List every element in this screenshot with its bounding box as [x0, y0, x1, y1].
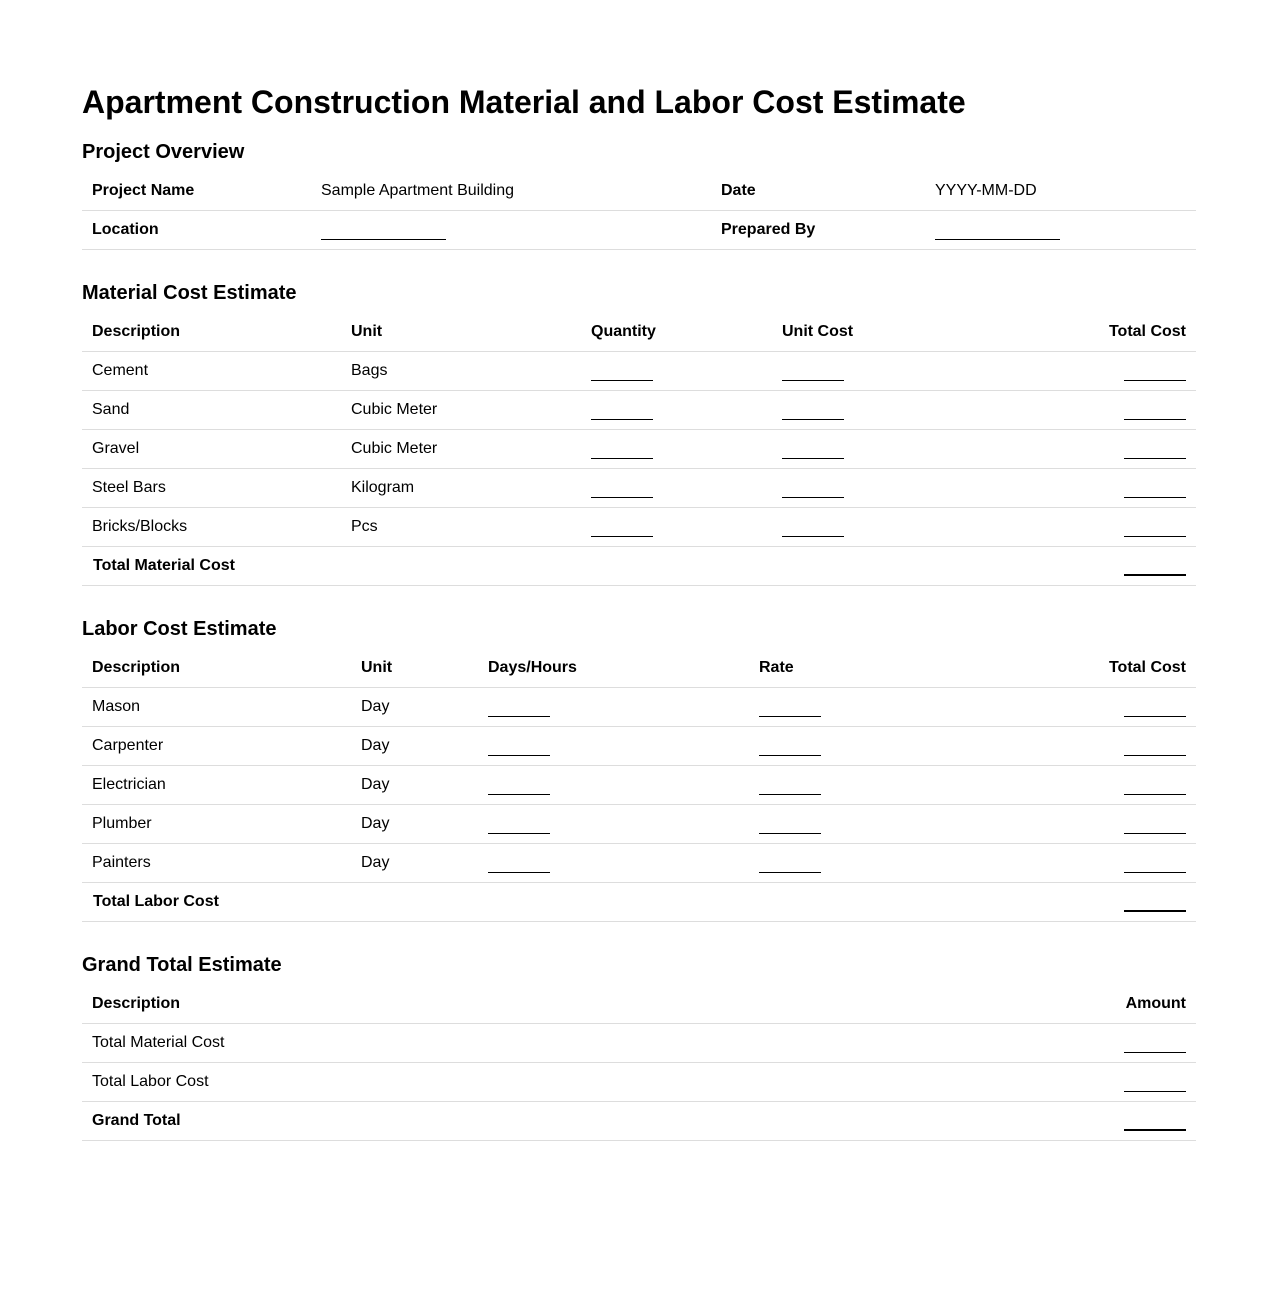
table-row — [82, 352, 1196, 391]
column-header-unit-cost: Unit Cost — [772, 313, 1012, 352]
total-cost-blank[interactable] — [1124, 362, 1186, 381]
row-description: Cement — [82, 352, 341, 391]
row-unit: Day — [351, 727, 478, 766]
quantity-field[interactable] — [581, 508, 772, 547]
row-description: Total Labor Cost — [82, 1063, 1012, 1102]
unit-cost-blank[interactable] — [782, 362, 844, 381]
prepared-by-field[interactable] — [925, 211, 1196, 250]
column-header-unit: Unit — [341, 313, 581, 352]
date-value: YYYY-MM-DD — [925, 172, 1196, 211]
project-name-value: Sample Apartment Building — [311, 172, 711, 211]
rate-blank[interactable] — [759, 698, 821, 717]
column-header-total-cost: Total Cost — [1012, 313, 1196, 352]
rate-field[interactable] — [749, 805, 1012, 844]
rate-field[interactable] — [749, 766, 1012, 805]
table-row — [82, 430, 1196, 469]
table-row — [82, 766, 1196, 805]
grand-total-section — [82, 952, 1196, 1141]
row-unit: Cubic Meter — [341, 391, 581, 430]
row-description: Mason — [82, 688, 351, 727]
total-cost-field[interactable] — [1012, 430, 1196, 469]
quantity-blank[interactable] — [591, 440, 653, 459]
unit-cost-field[interactable] — [772, 430, 1012, 469]
row-unit: Bags — [341, 352, 581, 391]
table-row — [82, 727, 1196, 766]
table-row — [82, 688, 1196, 727]
row-description: Gravel — [82, 430, 341, 469]
column-header-quantity: Quantity — [581, 313, 772, 352]
row-unit: Day — [351, 844, 478, 883]
material-cost-section — [82, 280, 1196, 586]
table-row — [82, 508, 1196, 547]
rate-blank[interactable] — [759, 737, 821, 756]
table-row — [82, 805, 1196, 844]
row-description: Painters — [82, 844, 351, 883]
table-header-row — [82, 649, 1196, 688]
table-row — [82, 211, 1196, 250]
row-unit: Day — [351, 766, 478, 805]
quantity-field[interactable] — [581, 391, 772, 430]
total-cost-blank[interactable] — [1124, 854, 1186, 873]
rate-blank[interactable] — [759, 776, 821, 795]
material-cost-table — [82, 313, 1196, 586]
unit-cost-field[interactable] — [772, 508, 1012, 547]
days-hours-blank[interactable] — [488, 737, 550, 756]
days-hours-blank[interactable] — [488, 815, 550, 834]
row-unit: Pcs — [341, 508, 581, 547]
column-header-total-cost: Total Cost — [1012, 649, 1196, 688]
row-description: Total Material Cost — [82, 1024, 1012, 1063]
grand-total-blank[interactable] — [1124, 1111, 1186, 1131]
total-cost-blank[interactable] — [1124, 698, 1186, 717]
total-row — [82, 883, 1196, 922]
unit-cost-field[interactable] — [772, 352, 1012, 391]
total-cost-field[interactable] — [1012, 805, 1196, 844]
total-cost-blank[interactable] — [1124, 776, 1186, 795]
total-cost-blank[interactable] — [1124, 440, 1186, 459]
prepared-by-label: Prepared By — [711, 211, 925, 250]
table-row — [82, 391, 1196, 430]
unit-cost-blank[interactable] — [782, 401, 844, 420]
rate-field[interactable] — [749, 844, 1012, 883]
page-title: Apartment Construction Material and Labor Cost Estimate — [82, 84, 966, 120]
total-cost-field[interactable] — [1012, 688, 1196, 727]
table-row — [82, 1063, 1196, 1102]
total-material-cost-label: Total Material Cost — [82, 547, 1012, 586]
section-heading-labor: Labor Cost Estimate — [82, 618, 277, 640]
unit-cost-field[interactable] — [772, 469, 1012, 508]
total-row — [82, 1102, 1196, 1141]
column-header-description: Description — [82, 313, 341, 352]
quantity-blank[interactable] — [591, 518, 653, 537]
total-cost-field[interactable] — [1012, 727, 1196, 766]
column-header-amount: Amount — [1012, 985, 1196, 1024]
total-cost-blank[interactable] — [1124, 518, 1186, 537]
row-unit: Day — [351, 688, 478, 727]
quantity-blank[interactable] — [591, 401, 653, 420]
total-labor-cost-label: Total Labor Cost — [82, 883, 1012, 922]
column-header-rate: Rate — [749, 649, 1012, 688]
grand-total-label: Grand Total — [82, 1102, 1012, 1141]
unit-cost-blank[interactable] — [782, 518, 844, 537]
row-description: Bricks/Blocks — [82, 508, 341, 547]
table-header-row — [82, 313, 1196, 352]
location-label: Location — [82, 211, 311, 250]
table-row — [82, 844, 1196, 883]
total-material-cost-blank[interactable] — [1124, 556, 1186, 576]
project-overview-section — [82, 139, 1196, 250]
total-cost-field[interactable] — [1012, 469, 1196, 508]
days-hours-field[interactable] — [478, 805, 749, 844]
row-description: Carpenter — [82, 727, 351, 766]
days-hours-blank[interactable] — [488, 698, 550, 717]
days-hours-blank[interactable] — [488, 776, 550, 795]
prepared-by-blank[interactable] — [935, 221, 1060, 240]
total-row — [82, 547, 1196, 586]
document — [82, 80, 1196, 1141]
total-cost-blank[interactable] — [1124, 479, 1186, 498]
quantity-field[interactable] — [581, 352, 772, 391]
rate-field[interactable] — [749, 727, 1012, 766]
days-hours-field[interactable] — [478, 844, 749, 883]
total-cost-field[interactable] — [1012, 508, 1196, 547]
amount-field[interactable] — [1012, 1024, 1196, 1063]
column-header-description: Description — [82, 649, 351, 688]
row-description: Sand — [82, 391, 341, 430]
grand-total-table — [82, 985, 1196, 1141]
total-cost-field[interactable] — [1012, 352, 1196, 391]
section-heading-grand-total: Grand Total Estimate — [82, 954, 282, 976]
amount-blank[interactable] — [1124, 1034, 1186, 1053]
total-cost-field[interactable] — [1012, 391, 1196, 430]
rate-blank[interactable] — [759, 854, 821, 873]
amount-blank[interactable] — [1124, 1073, 1186, 1092]
project-name-label: Project Name — [82, 172, 311, 211]
total-cost-blank[interactable] — [1124, 401, 1186, 420]
column-header-unit: Unit — [351, 649, 478, 688]
grand-total-field[interactable] — [1012, 1102, 1196, 1141]
unit-cost-blank[interactable] — [782, 440, 844, 459]
days-hours-field[interactable] — [478, 688, 749, 727]
total-labor-cost-field[interactable] — [1012, 883, 1196, 922]
table-header-row — [82, 985, 1196, 1024]
total-cost-field[interactable] — [1012, 766, 1196, 805]
table-row — [82, 469, 1196, 508]
unit-cost-blank[interactable] — [782, 479, 844, 498]
row-description: Steel Bars — [82, 469, 341, 508]
total-cost-field[interactable] — [1012, 844, 1196, 883]
row-description: Electrician — [82, 766, 351, 805]
quantity-blank[interactable] — [591, 479, 653, 498]
quantity-field[interactable] — [581, 430, 772, 469]
row-unit: Kilogram — [341, 469, 581, 508]
amount-field[interactable] — [1012, 1063, 1196, 1102]
total-cost-blank[interactable] — [1124, 815, 1186, 834]
column-header-description: Description — [82, 985, 1012, 1024]
labor-cost-section — [82, 616, 1196, 922]
total-material-cost-field[interactable] — [1012, 547, 1196, 586]
days-hours-field[interactable] — [478, 727, 749, 766]
date-label: Date — [711, 172, 925, 211]
quantity-field[interactable] — [581, 469, 772, 508]
row-unit: Cubic Meter — [341, 430, 581, 469]
location-blank[interactable] — [321, 221, 446, 240]
rate-blank[interactable] — [759, 815, 821, 834]
row-description: Plumber — [82, 805, 351, 844]
project-overview-table — [82, 172, 1196, 250]
days-hours-field[interactable] — [478, 766, 749, 805]
total-labor-cost-blank[interactable] — [1124, 892, 1186, 912]
row-unit: Day — [351, 805, 478, 844]
table-row — [82, 172, 1196, 211]
rate-field[interactable] — [749, 688, 1012, 727]
column-header-days-hours: Days/Hours — [478, 649, 749, 688]
table-row — [82, 1024, 1196, 1063]
unit-cost-field[interactable] — [772, 391, 1012, 430]
section-heading-overview: Project Overview — [82, 141, 245, 163]
labor-cost-table — [82, 649, 1196, 922]
location-field[interactable] — [311, 211, 711, 250]
section-heading-material: Material Cost Estimate — [82, 282, 297, 304]
quantity-blank[interactable] — [591, 362, 653, 381]
days-hours-blank[interactable] — [488, 854, 550, 873]
total-cost-blank[interactable] — [1124, 737, 1186, 756]
